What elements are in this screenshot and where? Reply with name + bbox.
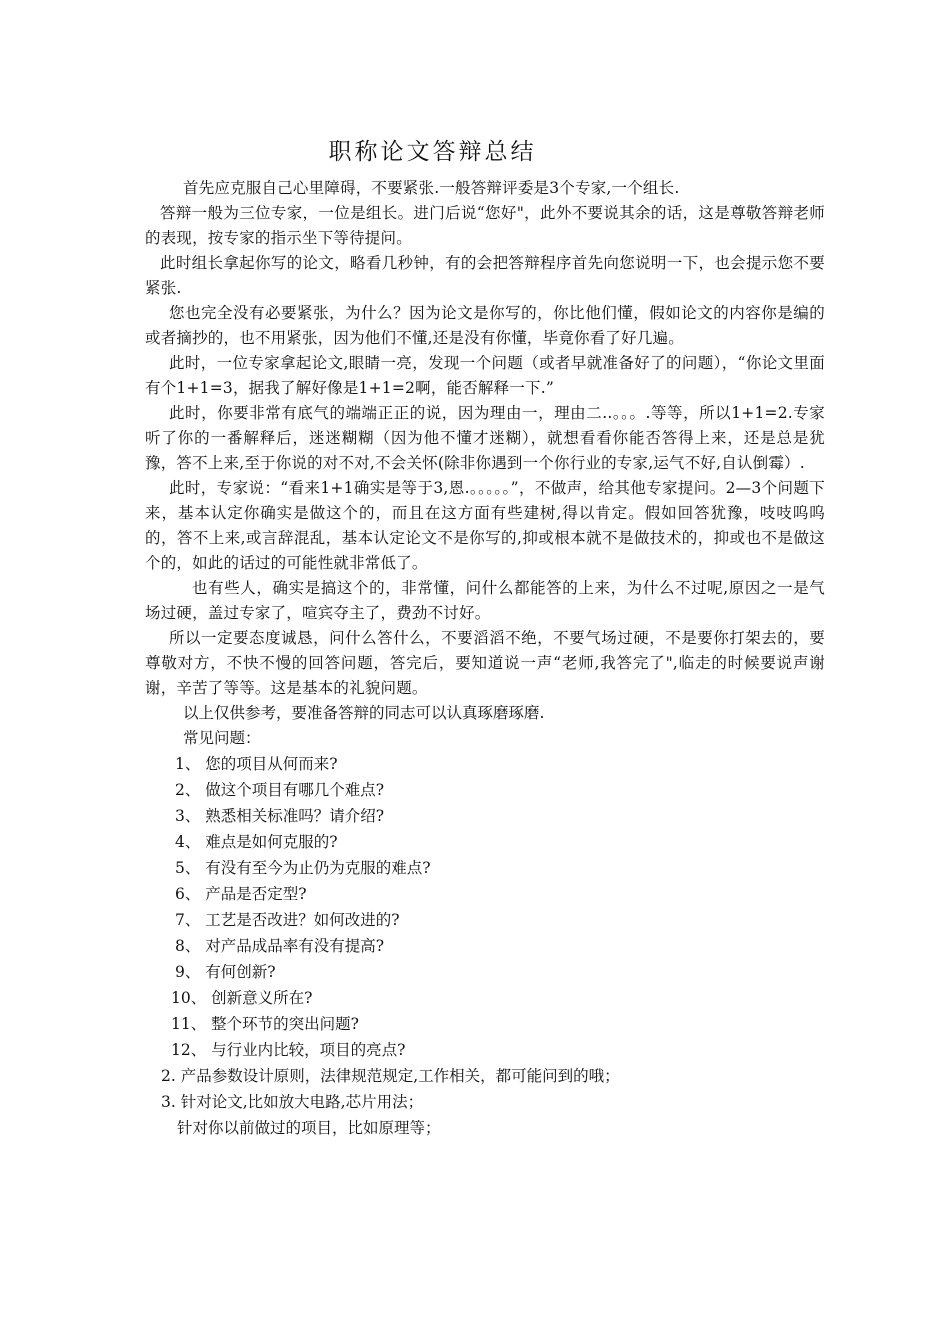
paragraph: 此时，一位专家拿起论文,眼睛一亮，发现一个问题（或者早就准备好了的问题），“你论文里面有个1+1=3，据我了解好像是1+1=2啊，能否解释一下.” [145, 354, 825, 397]
reference-note: 以上仅供参考，要准备答辩的同志可以认真琢磨琢磨. [183, 704, 545, 722]
list-item: 7、 工艺是否改进？如何改进的? [175, 911, 400, 929]
list-item: 6、 产品是否定型? [175, 885, 307, 903]
common-questions-label: 常见问题： [183, 729, 261, 747]
list-item: 9、 有何创新? [175, 963, 276, 981]
list-item: 3、 熟悉相关标准吗？请介绍? [175, 807, 385, 825]
paragraph: 首先应克服自己心里障碍，不要紧张.一般答辩评委是3个专家,一个组长. [183, 179, 680, 197]
list-item: 2、 做这个项目有哪几个难点? [175, 781, 385, 799]
paragraph: 此时组长拿起你写的论文，略看几秒钟，有的会把答辩程序首先向您说明一下，也会提示您不要紧张. [145, 254, 825, 297]
list-item: 12、 与行业内比较，项目的亮点? [171, 1041, 406, 1059]
list-item: 3. 针对论文,比如放大电路,芯片用法； [161, 1093, 424, 1111]
list-item: 10、 创新意义所在? [171, 989, 313, 1007]
list-item: 2. 产品参数设计原则，法律规范规定,工作相关，都可能问到的哦； [161, 1067, 620, 1085]
question-list [145, 751, 825, 1063]
list-item: 4、 难点是如何克服的? [175, 833, 338, 851]
paragraph: 您也完全没有必要紧张，为什么？因为论文是你写的，你比他们懂，假如论文的内容你是编的或者摘抄的，也不用紧张，因为他们不懂,还是没有你懂，毕竟你看了好几遍。 [145, 304, 825, 347]
paragraph: 所以一定要态度诚恳，问什么答什么，不要滔滔不绝，不要气场过硬，不是要你打架去的，要尊敬对方，不快不慢的回答问题，答完后，要知道说一声“老师,我答完了",临走的时候要说声谢谢，辛苦了等等。这是基本的礼貌问题。 [145, 629, 825, 697]
paragraph: 答辩一般为三位专家，一位是组长。进门后说“您好"，此外不要说其余的话，这是尊敬答辩老师的表现，按专家的指示坐下等待提问。 [145, 204, 825, 247]
paragraph: 此时，专家说：“看来1+1确实是等于3,恩.。。。。。”，不做声，给其他专家提问。2—3个问题下来，基本认定你确实是做这个的，而且在这方面有些建树,得以肯定。假如回答犹豫，吱吱呜呜的，答不上来,或言辞混乱，基本认定论文不是你写的,抑或根本就不是做技术的，抑或也不是做这个的，如此的话过的可能性就非常低了。 [145, 479, 825, 572]
document-body [145, 176, 825, 1141]
document-title: 职称论文答辩总结 [328, 139, 537, 165]
list-item: 11、 整个环节的突出问题? [171, 1015, 359, 1033]
paragraph: 此时，你要非常有底气的端端正正的说，因为理由一，理由二..。。。.等等，所以1+1=2.专家听了你的一番解释后，迷迷糊糊（因为他不懂才迷糊），就想看看你能否答得上来，还是总是犹豫，答不上来,至于你说的对不对,不会关怀(除非你遇到一个你行业的专家,运气不好,自认倒霉）. [145, 404, 825, 472]
paragraph: 也有些人，确实是搞这个的，非常懂，问什么都能答的上来，为什么不过呢,原因之一是气场过硬，盖过专家了，喧宾夺主了，费劲不讨好。 [145, 579, 825, 622]
list-item: 1、 您的项目从何而来? [175, 755, 338, 773]
list-item: 8、 对产品成品率有没有提高? [175, 937, 385, 955]
list-item: 针对你以前做过的项目，比如原理等； [177, 1119, 441, 1137]
list-item: 5、 有没有至今为止仍为克服的难点? [175, 859, 431, 877]
